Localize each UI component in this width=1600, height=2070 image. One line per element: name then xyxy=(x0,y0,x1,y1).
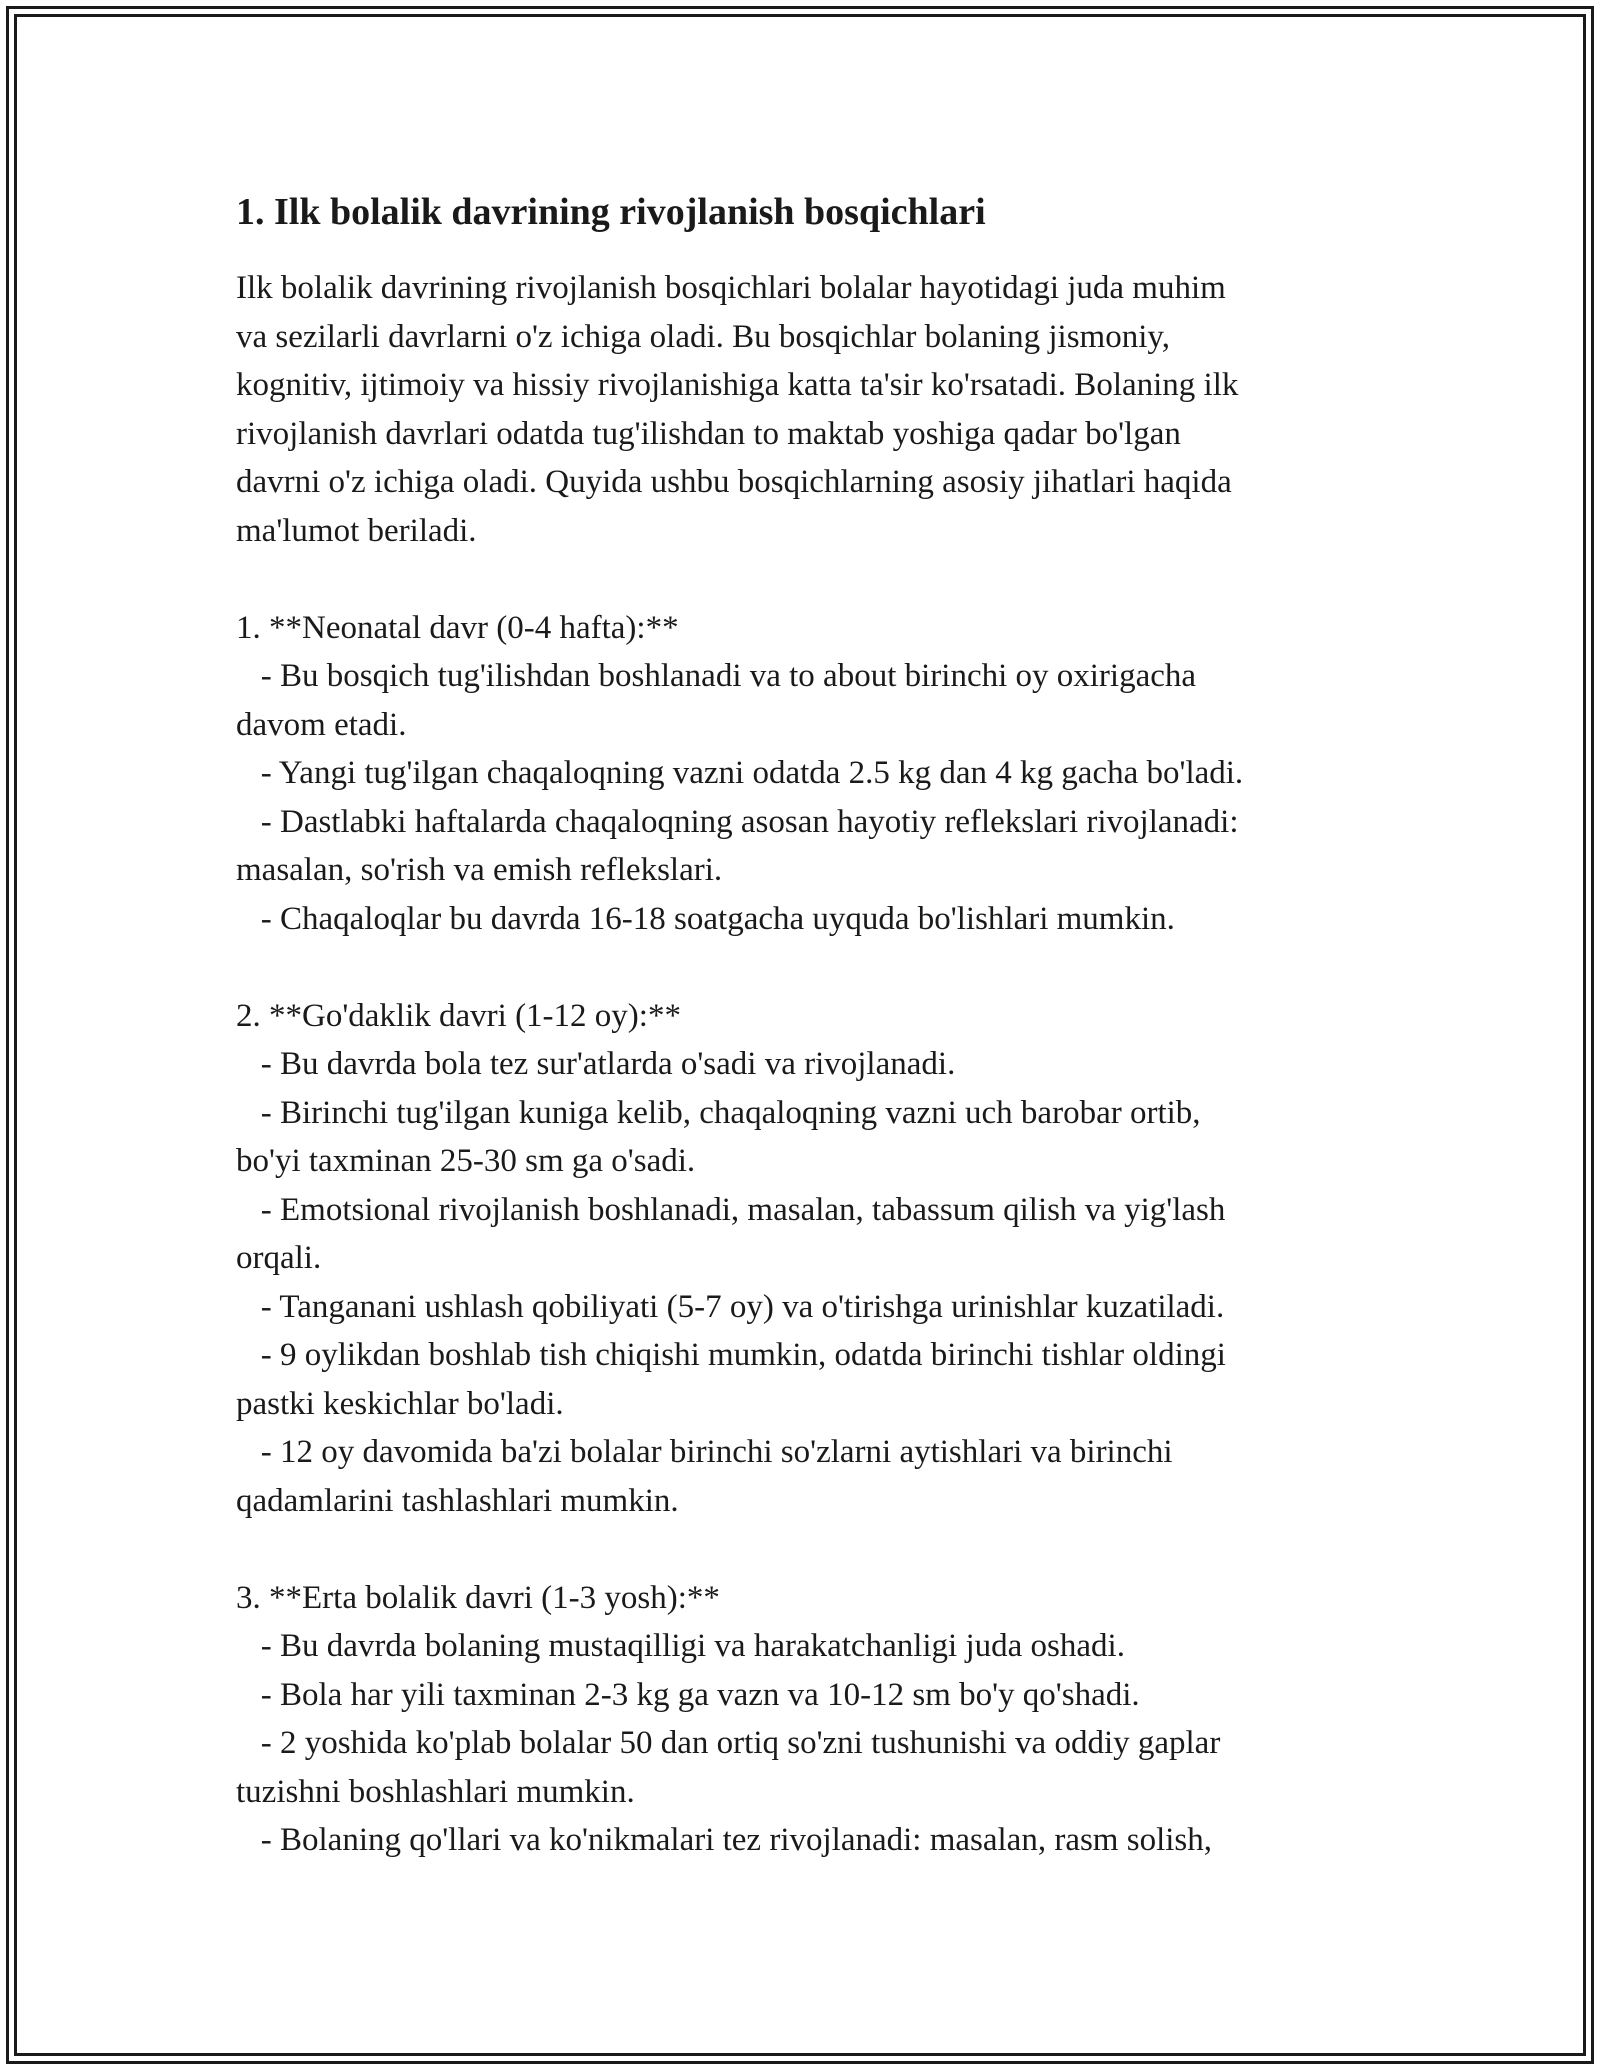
text-line: 3. **Erta bolalik davri (1-3 yosh):** xyxy=(236,1579,720,1616)
text-line: - Bu davrda bolaning mustaqilligi va harakatchanligi juda oshadi. xyxy=(236,1628,1125,1664)
document-body xyxy=(236,186,1376,1865)
section-heading: 1. Ilk bolalik davrining rivojlanish bosqichlari xyxy=(236,191,986,233)
text-line: - Dastlabki haftalarda chaqaloqning asosan hayotiy reflekslari rivojlanadi: xyxy=(236,803,1239,840)
text-line: tuzishni boshlashlari mumkin. xyxy=(236,1773,635,1810)
blank-line xyxy=(236,555,1376,604)
text-line: - 9 oylikdan boshlab tish chiqishi mumkin, odatda birinchi tishlar oldingi xyxy=(236,1337,1226,1373)
text-line: rivojlanish davrlari odatda tug'ilishdan to maktab yoshiga qadar bo'lgan xyxy=(236,415,1181,452)
text-line: kognitiv, ijtimoiy va hissiy rivojlanishiga katta ta'sir ko'rsatadi. Bolaning ilk xyxy=(236,367,1239,403)
text-line: - Bola har yili taxminan 2-3 kg ga vazn va 10-12 sm bo'y qo'shadi. xyxy=(236,1676,1140,1713)
text-line: orqali. xyxy=(236,1240,322,1276)
text-line: - Birinchi tug'ilgan kuniga kelib, chaqaloqning vazni uch barobar ortib, xyxy=(236,1094,1201,1131)
text-line: - Chaqaloqlar bu davrda 16-18 soatgacha uyquda bo'lishlari mumkin. xyxy=(236,900,1175,937)
text-line: - 12 oy davomida ba'zi bolalar birinchi so'zlarni aytishlari va birinchi xyxy=(236,1434,1173,1470)
blank-line xyxy=(236,943,1376,992)
text-line: - Bu bosqich tug'ilishdan boshlanadi va to about birinchi oy oxirigacha xyxy=(236,658,1197,694)
text-line: ma'lumot beriladi. xyxy=(236,512,477,549)
text-line: Ilk bolalik davrining rivojlanish bosqichlari bolalar hayotidagi juda muhim xyxy=(236,270,1226,306)
text-line: - Bu davrda bola tez sur'atlarda o'sadi va rivojlanadi. xyxy=(236,1046,956,1082)
text-line: 1. **Neonatal davr (0-4 hafta):** xyxy=(236,609,679,646)
text-line: va sezilarli davrlarni o'z ichiga oladi. Bu bosqichlar bolaning jismoniy, xyxy=(236,318,1170,355)
text-line: - Yangi tug'ilgan chaqaloqning vazni odatda 2.5 kg dan 4 kg gacha bo'ladi. xyxy=(236,755,1244,791)
text-line: - 2 yoshida ko'plab bolalar 50 dan ortiq so'zni tushunishi va oddiy gaplar xyxy=(236,1725,1221,1761)
blank-line xyxy=(236,1525,1376,1574)
text-line: davom etadi. xyxy=(236,706,407,743)
body-text xyxy=(236,264,1376,1865)
text-line: 2. **Go'daklik davri (1-12 oy):** xyxy=(236,997,681,1034)
text-line: qadamlarini tashlashlari mumkin. xyxy=(236,1482,679,1519)
text-line: bo'yi taxminan 25-30 sm ga o'sadi. xyxy=(236,1143,696,1179)
text-line: - Tanganani ushlash qobiliyati (5-7 oy) va o'tirishga urinishlar kuzatiladi. xyxy=(236,1288,1225,1325)
text-line: - Emotsional rivojlanish boshlanadi, masalan, tabassum qilish va yig'lash xyxy=(236,1191,1226,1228)
text-line: pastki keskichlar bo'ladi. xyxy=(236,1385,564,1422)
text-line: masalan, so'rish va emish reflekslari. xyxy=(236,852,723,888)
text-line: - Bolaning qo'llari va ko'nikmalari tez rivojlanadi: masalan, rasm solish, xyxy=(236,1822,1212,1858)
text-line: davrni o'z ichiga oladi. Quyida ushbu bosqichlarning asosiy jihatlari haqida xyxy=(236,464,1232,500)
